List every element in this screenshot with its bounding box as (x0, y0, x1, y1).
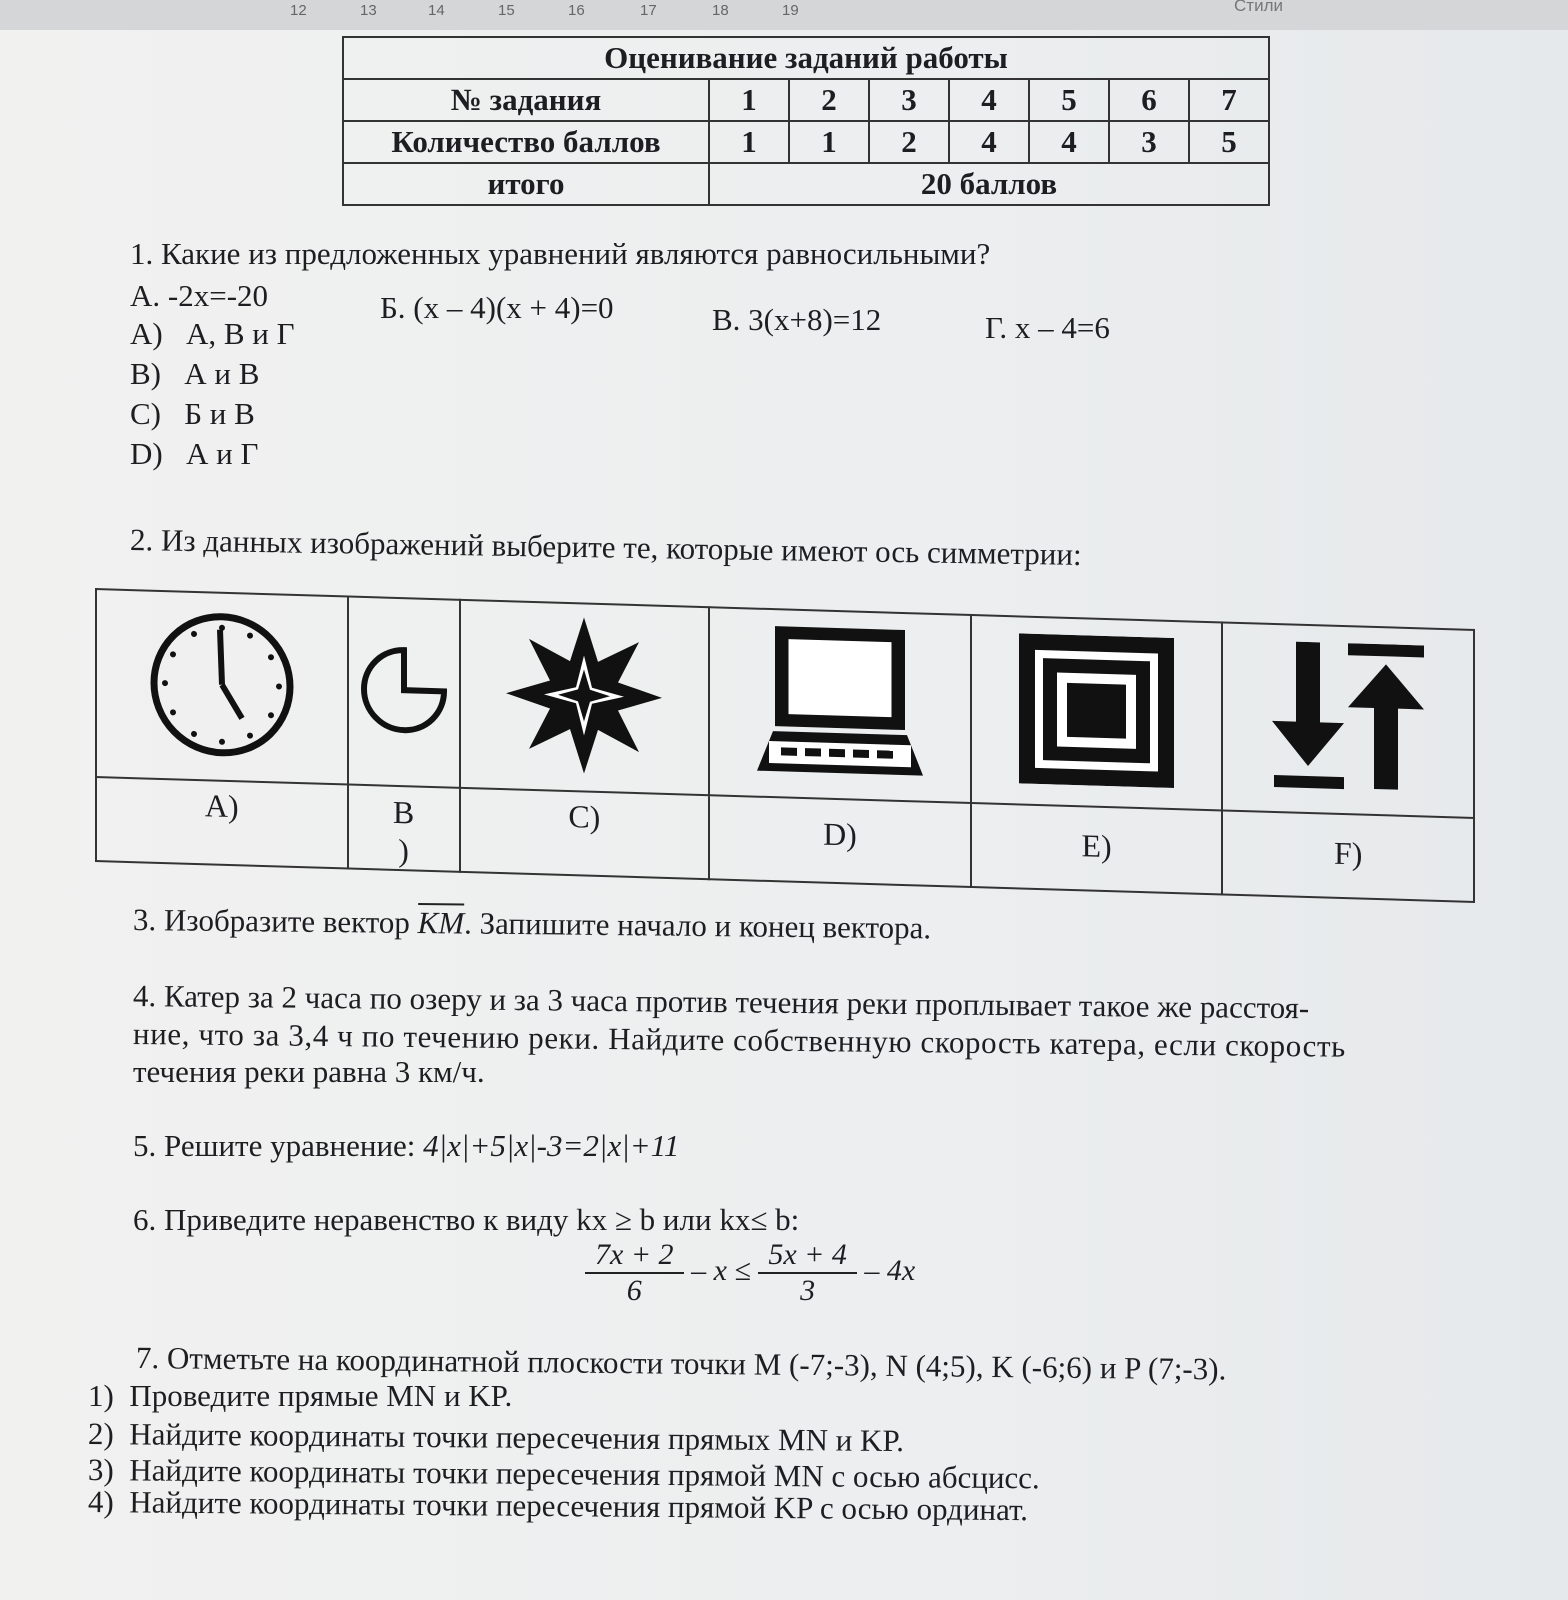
item-number: 3) (87, 1452, 114, 1488)
q1-option[interactable] (130, 436, 258, 472)
row-label: итого (343, 163, 709, 205)
item-text: Найдите координаты точки пересечения прямой KP с осью ординат. (129, 1484, 1029, 1528)
option-text: А и В (184, 356, 260, 391)
q3-prefix: 3. Изобразите вектор (132, 902, 418, 940)
q1-question: 1. Какие из предложенных уравнений являются равносильными? (130, 236, 991, 271)
table-row (343, 79, 1269, 121)
figure-label: C) (460, 788, 710, 879)
cell: 4 (949, 79, 1029, 121)
numerator: 5x + 4 (758, 1238, 857, 1274)
clock-icon (147, 607, 297, 761)
numerator: 7x + 2 (585, 1238, 684, 1274)
pie-sector-icon (354, 638, 454, 741)
ruler-tick: 13 (360, 2, 377, 19)
ruler-tick: 14 (428, 2, 445, 19)
inequality-tail: – 4x (864, 1253, 916, 1287)
q1-option[interactable] (130, 356, 259, 392)
item-number: 4) (87, 1484, 114, 1520)
q1-option[interactable] (130, 396, 255, 432)
cell: 4 (949, 121, 1029, 163)
item-text: Найдите координаты точки пересечения прямых MN и KP. (129, 1416, 905, 1459)
total-cell: 20 баллов (709, 163, 1269, 205)
figure-label: D) (709, 795, 971, 887)
eight-point-star-icon (504, 613, 664, 778)
nested-squares-icon (1019, 633, 1174, 788)
figure-cell (1222, 622, 1474, 817)
cell: 2 (869, 121, 949, 163)
option-text: А и Г (185, 436, 259, 471)
option-text: А, В и Г (185, 316, 295, 351)
figure-cell (96, 589, 348, 784)
item-number: 2) (87, 1416, 114, 1452)
q4-line: ние, что за 3,4 ч по течению реки. Найдите собственную скорость катера, если скорость (132, 1016, 1347, 1064)
q2-question: 2. Из данных изображений выберите те, которые имеют ось симметрии: (129, 522, 1082, 572)
inequality-middle: – x ≤ (691, 1253, 751, 1287)
figure-cell (348, 596, 460, 787)
q1-eq: В. 3(x+8)=12 (712, 302, 882, 337)
q1-eq: Б. (x – 4)(x + 4)=0 (380, 290, 614, 325)
option-text: Б и В (184, 396, 255, 431)
q1-eq: А. -2x=-20 (130, 278, 269, 313)
cell: 1 (709, 79, 789, 121)
q1-eq: Г. x – 4=6 (985, 310, 1110, 345)
ruler-tick: 17 (640, 2, 657, 19)
cell: 3 (1109, 121, 1189, 163)
figure-cell (971, 615, 1223, 810)
ruler (0, 0, 1568, 30)
score-table-title: Оценивание заданий работы (343, 37, 1269, 79)
cell: 1 (789, 121, 869, 163)
option-key: A) (130, 316, 163, 351)
fraction (758, 1238, 857, 1308)
cell: 6 (1109, 79, 1189, 121)
vector-km: KM (417, 904, 465, 941)
cell: 2 (789, 79, 869, 121)
q1-option[interactable] (130, 316, 295, 352)
cell: 5 (1029, 79, 1109, 121)
q6-question: 6. Приведите неравенство к виду kx ≥ b или kx≤ b: (133, 1202, 800, 1237)
ruler-tick: 19 (782, 2, 799, 19)
figure-label: A) (96, 777, 348, 868)
cell: 5 (1189, 121, 1269, 163)
row-label: Количество баллов (343, 121, 709, 163)
q5 (133, 1128, 679, 1164)
ruler-tick: 16 (568, 2, 585, 19)
q4-line: 4. Катер за 2 часа по озеру и за 3 часа против течения реки проплывает такое же расстоя- (132, 978, 1310, 1026)
denominator: 3 (800, 1274, 816, 1307)
figure-label: F) (1222, 810, 1474, 901)
cell: 3 (869, 79, 949, 121)
option-key: B) (130, 356, 161, 391)
q4-line: течения реки равна 3 км/ч. (133, 1054, 485, 1089)
figure-cell (709, 607, 971, 803)
ruler-tick: 12 (290, 2, 307, 19)
row-label: № задания (343, 79, 709, 121)
q5-equation: 4|x|+5|x|-3=2|x|+11 (423, 1128, 680, 1163)
sort-arrows-icon (1268, 640, 1428, 795)
q6-inequality (585, 1238, 915, 1308)
fraction (585, 1238, 684, 1308)
q7-item (88, 1378, 512, 1414)
item-number: 1) (88, 1378, 114, 1413)
laptop-icon (755, 620, 925, 785)
table-row (343, 121, 1269, 163)
item-text: Найдите координаты точки пересечения прямой MN с осью абсцисс. (129, 1452, 1040, 1496)
symmetry-figures-table (95, 588, 1475, 903)
option-key: C) (130, 396, 161, 431)
ruler-tick: 18 (712, 2, 729, 19)
q3-suffix: . Запишите начало и конец вектора. (463, 905, 932, 946)
cell: 1 (709, 121, 789, 163)
figure-label: E) (971, 803, 1223, 894)
cell: 7 (1189, 79, 1269, 121)
denominator: 6 (626, 1274, 642, 1307)
q7-question: 7. Отметьте на координатной плоскости точки M (-7;-3), N (4;5), K (-6;6) и P (7;-3). (135, 1340, 1227, 1387)
option-key: D) (130, 436, 163, 471)
styles-button[interactable]: Стили (1234, 0, 1283, 15)
table-row (343, 163, 1269, 205)
cell: 4 (1029, 121, 1109, 163)
figure-cell (460, 600, 710, 795)
item-text: Проведите прямые MN и KP. (129, 1378, 513, 1413)
score-table (342, 36, 1270, 206)
q5-prefix: 5. Решите уравнение: (133, 1128, 424, 1163)
ruler-tick: 15 (498, 2, 515, 19)
figure-label: B ) (348, 784, 460, 871)
